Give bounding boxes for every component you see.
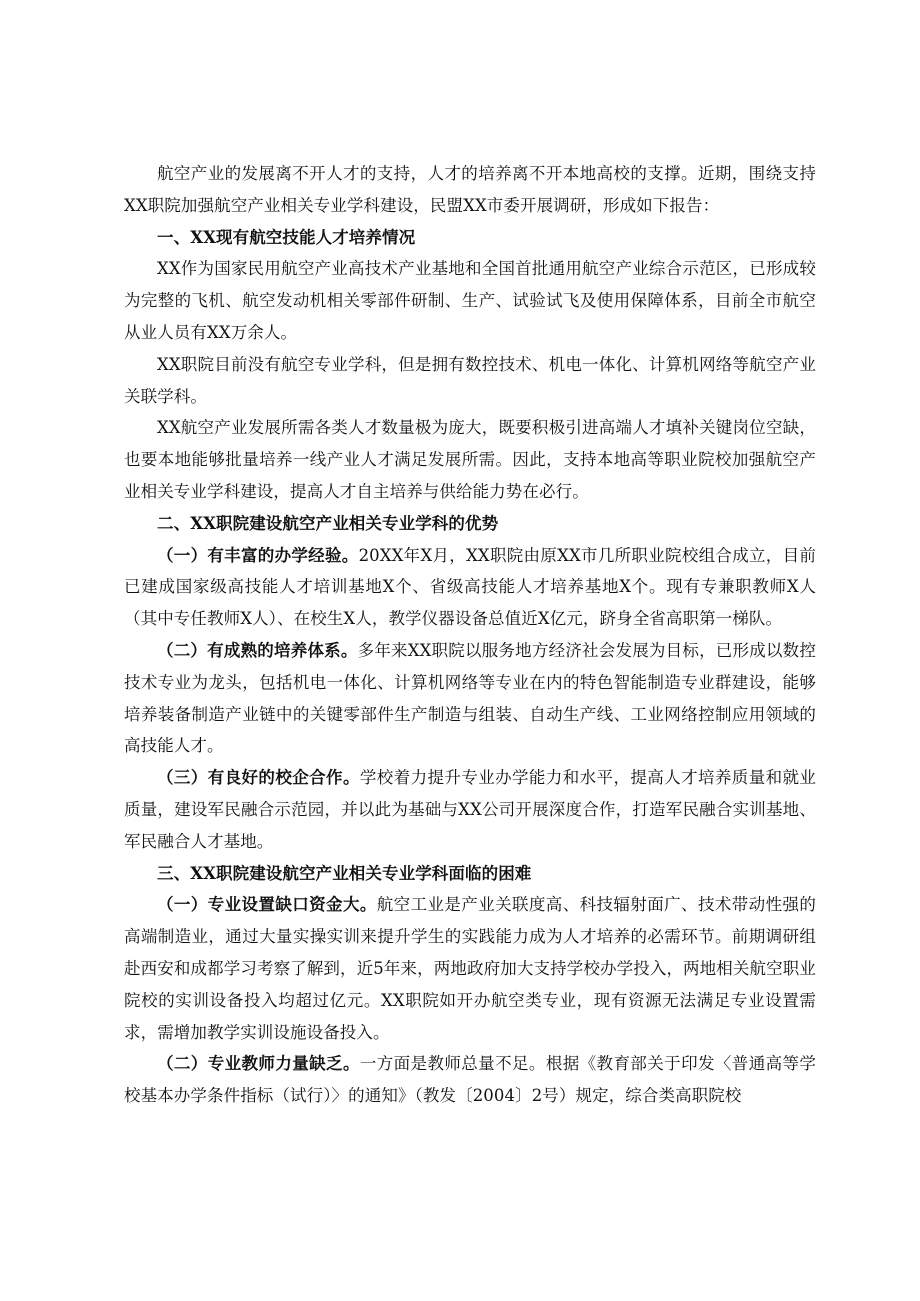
section-2-item-2-text: 多年来XX职院以服务地方经济社会发展为目标，已形成以数控技术专业为龙头，包括机电一体化、计算机网络等专业在内的特色智能制造专业群建设，能够培养装备制造产业链中的关键零部件生产制造与组装、自动生产线、工业网络控制应用领域的高技能人才。 <box>124 640 816 756</box>
section-3-item-1-text: 航空工业是产业关联度高、科技辐射面广、技术带动性强的高端制造业，通过大量实操实训来提升学生的实践能力成为人才培养的必需环节。前期调研组赴西安和成都学习考察了解到，近5年来，两地政府加大支持学校办学投入，两地相关航空职业院校的实训设备投入均超过亿元。XX职院如开办航空类专业，现有资源无法满足专业设置需求，需增加教学实训设施设备投入。 <box>124 895 816 1042</box>
section-3-item-2 <box>124 1048 816 1112</box>
section-1-paragraph-1: XX作为国家民用航空产业高技术产业基地和全国首批通用航空产业综合示范区，已形成较为完整的飞机、航空发动机相关零部件研制、生产、试验试飞及使用保障体系，目前全市航空从业人员有XX万余人。 <box>124 259 816 342</box>
section-3-heading: 三、XX职院建设航空产业相关专业学科面临的困难 <box>157 863 532 883</box>
section-1-paragraph-3: XX航空产业发展所需各类人才数量极为庞大，既要积极引进高端人才填补关键岗位空缺，也要本地能够批量培养一线产业人才满足发展所需。因此，支持本地高等职业院校加强航空产业相关专业学科建设，提高人才自主培养与供给能力势在必行。 <box>124 418 816 501</box>
section-2-item-3 <box>124 762 816 857</box>
section-2-item-1 <box>124 540 816 635</box>
section-2-item-3-title: （三）有良好的校企合作。 <box>157 768 360 788</box>
section-3-item-2-title: （二）专业教师力量缺乏。 <box>157 1054 360 1074</box>
intro-paragraph: 航空产业的发展离不开人才的支持，人才的培养离不开本地高校的支撑。近期，围绕支持XX职院加强航空产业相关专业学科建设，民盟XX市委开展调研，形成如下报告： <box>124 164 816 215</box>
section-2-item-2 <box>124 635 816 762</box>
section-1-heading: 一、XX现有航空技能人才培养情况 <box>157 227 416 247</box>
section-1-paragraph-2: XX职院目前没有航空专业学科，但是拥有数控技术、机电一体化、计算机网络等航空产业关联学科。 <box>124 354 816 406</box>
section-2-item-1-text: 20XX年X月，XX职院由原XX市几所职业院校组合成立，目前已建成国家级高技能人才培训基地X个、省级高技能人才培养基地X个。现有专兼职教师X人（其中专任教师X人）、在校生X人，教学仪器设备总值近X亿元，跻身全省高职第一梯队。 <box>124 545 816 629</box>
section-2-item-3-text: 学校着力提升专业办学能力和水平，提高人才培养质量和就业质量，建设军民融合示范园，并以此为基础与XX公司开展深度合作，打造军民融合实训基地、军民融合人才基地。 <box>124 768 817 851</box>
section-2-item-2-title: （二）有成熟的培养体系。 <box>157 640 358 660</box>
document-body <box>124 158 816 1112</box>
section-2-item-1-title: （一）有丰富的办学经验。 <box>157 545 359 565</box>
section-3-item-1 <box>124 889 816 1048</box>
section-3-item-2-text: 一方面是教师总量不足。根据《教育部关于印发〈普通高等学校基本办学条件指标（试行）〉的通知》（教发〔2004〕2号）规定，综合类高职院校 <box>124 1054 817 1106</box>
section-2-heading: 二、XX职院建设航空产业相关专业学科的优势 <box>157 513 499 533</box>
section-3-item-1-title: （一）专业设置缺口资金大。 <box>157 895 377 915</box>
